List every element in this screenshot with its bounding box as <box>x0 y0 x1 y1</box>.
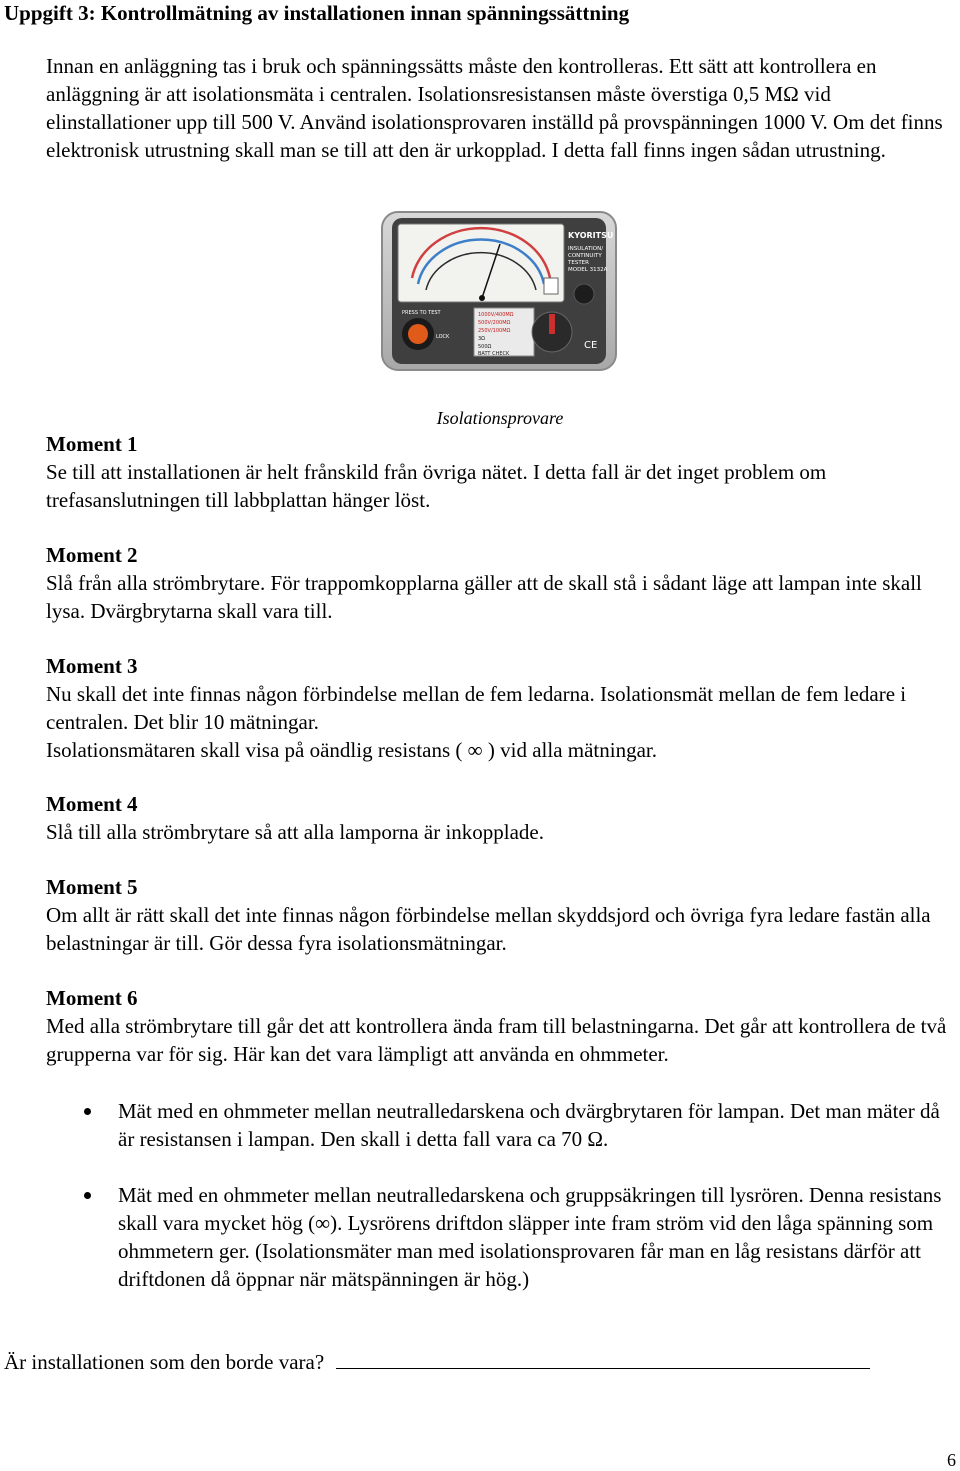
list-item <box>46 1181 958 1293</box>
range-label-3: 250V/100MΩ <box>478 328 511 334</box>
moment-2 <box>46 541 958 625</box>
moment-text: Se till att installationen är helt frånskild från övriga nätet. I detta fall är det inget problem om trefasanslutningen till labbplattan hänger löst. <box>46 460 827 512</box>
tester-lock-label: LOCK <box>436 334 450 340</box>
moment-text: Slå till alla strömbrytare så att alla lamporna är inkopplade. <box>46 820 545 844</box>
page-number: 6 <box>947 1450 956 1470</box>
range-label-5: 500Ω <box>478 344 492 350</box>
insulation-tester-figure <box>378 208 620 374</box>
intro-paragraph: Innan en anläggning tas i bruk och spänningssätts måste den kontrolleras. Ett sätt att kontrollera en anläggning är att isolationsmäta i centralen. Isolationsresistansen måste överstiga 0,5 MΩ vid elinstallationer upp till 500 V. Använd isolationsprovaren inställd på provspänningen 1000 V. Om det finns elektronisk utrustning skall man se till att den är urkopplad. I detta fall finns ingen sådan utrustning. <box>46 54 943 162</box>
range-label-2: 500V/200MΩ <box>478 320 511 326</box>
moment-heading: Moment 4 <box>46 792 138 816</box>
tester-label-line-2: CONTINUITY <box>568 253 602 259</box>
tester-button-label: PRESS TO TEST <box>402 310 441 316</box>
test-button <box>408 324 428 344</box>
tester-label-line-3: TESTER <box>568 260 589 266</box>
moment-text: Om allt är rätt skall det inte finnas någon förbindelse mellan skyddsjord och övriga fyra ledare fastän alla belastningar är till. Gör dessa fyra isolationsmätningar. <box>46 903 931 955</box>
tester-brand: KYORITSU <box>568 231 614 240</box>
bullet-icon <box>84 1108 91 1115</box>
tester-label-line-1: INSULATION/ <box>568 246 604 252</box>
moment-3 <box>46 652 958 764</box>
tester-dial-window <box>398 224 564 302</box>
moment-6 <box>46 984 958 1068</box>
moment-text: Isolationsmätaren skall visa på oändlig resistans ( ∞ ) vid alla mätningar. <box>46 738 657 762</box>
moment-5 <box>46 873 958 957</box>
bullet-icon <box>84 1192 91 1199</box>
dial-adjust <box>544 278 558 294</box>
answer-line[interactable] <box>336 1348 870 1369</box>
moment-1 <box>46 430 958 514</box>
moment-heading: Moment 5 <box>46 875 138 899</box>
tester-socket <box>574 284 594 304</box>
list-item <box>46 1097 958 1153</box>
ce-mark: CE <box>584 340 598 351</box>
question-text: Är installationen som den borde vara? <box>4 1350 325 1374</box>
knob-pointer <box>549 314 555 334</box>
range-label-4: 3Ω <box>478 336 486 342</box>
bullet-list <box>46 1181 958 1293</box>
bullet-text: Mät med en ohmmeter mellan neutralledarskena och gruppsäkringen till lysrören. Denna resistans skall vara mycket hög (∞). Lysrörens driftdon släpper inte fram ström vid den låga spänning som ohmmetern ger. (Isolationsmäter man med isolationsprovaren får man en låg resistans därför att driftdonen då öppnar när mätspänningen är hög.) <box>118 1183 942 1291</box>
page-title: Uppgift 3: Kontrollmätning av installationen innan spänningssättning <box>4 1 630 25</box>
moment-heading: Moment 2 <box>46 543 138 567</box>
bullet-text: Mät med en ohmmeter mellan neutralledarskena och dvärgbrytaren för lampan. Det man mäter då är resistansen i lampan. Den skall i detta fall vara ca 70 Ω. <box>118 1099 940 1151</box>
insulation-tester-illustration <box>378 208 620 374</box>
figure-caption: Isolationsprovare <box>436 408 564 428</box>
tester-label-line-4: MODEL 3132A <box>568 267 608 273</box>
range-label-1: 1000V/400MΩ <box>478 312 514 318</box>
bullet-list <box>46 1097 958 1153</box>
question-row <box>4 1348 870 1376</box>
moment-heading: Moment 1 <box>46 432 138 456</box>
moment-heading: Moment 6 <box>46 986 138 1010</box>
range-label-6: BATT CHECK <box>478 351 510 357</box>
dial-pivot <box>479 295 485 301</box>
moment-text: Slå från alla strömbrytare. För trappomkopplarna gäller att de skall stå i sådant läge att lampan inte skall lysa. Dvärgbrytarna skall vara till. <box>46 571 922 623</box>
moment-text: Nu skall det inte finnas någon förbindelse mellan de fem ledarna. Isolationsmät mellan de fem ledare i centralen. Det blir 10 mätningar. <box>46 682 907 734</box>
moment-4 <box>46 790 958 846</box>
moment-text: Med alla strömbrytare till går det att kontrollera ända fram till belastningarna. Det går att kontrollera de två grupperna var för sig. Här kan det vara lämpligt att använda en ohmmeter. <box>46 1014 947 1066</box>
moment-heading: Moment 3 <box>46 654 138 678</box>
